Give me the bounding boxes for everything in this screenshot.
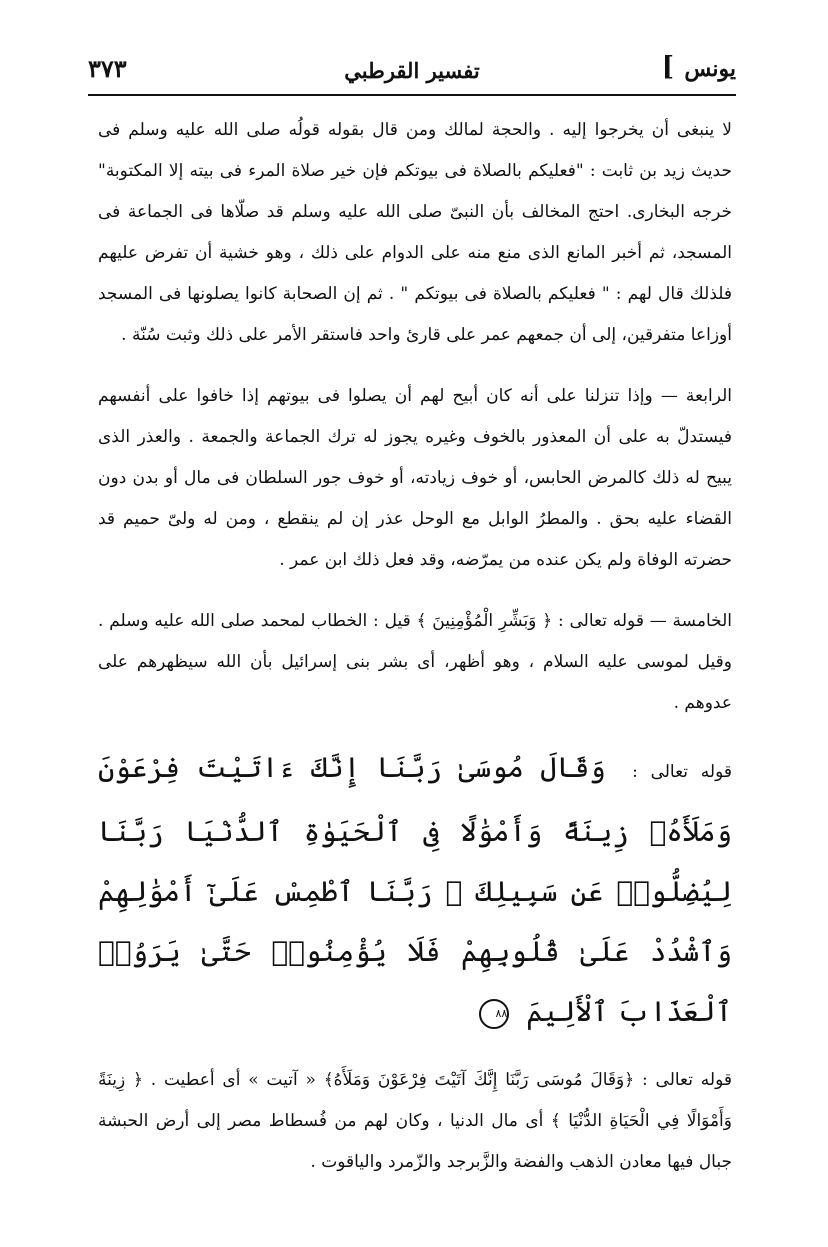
paragraph-gap xyxy=(98,356,732,376)
chapter-name: يونس xyxy=(684,56,736,82)
paragraph-verse-commentary: قوله تعالى : ﴿وَقَالَ مُوسَى رَبَّنَا إِنَّكَ آتَيْتَ فِرْعَوْنَ وَمَلَأَهُ﴾ « آتيت » أى أعطيت . ﴿ زِينَةً وَأَمْوَالًا فِي الْحَيَاةِ الدُّنْيَا ﴾ أى مال الدنيا ، وكان لهم من فُسطاط مصر إلى أرض الحبشة جبال فيها معادن الذهب والفضة والزَّبرجد والزّمرد والياقوت . xyxy=(98,1070,732,1172)
paragraph-fourth-point: الرابعة — وإذا تنزلنا على أنه كان أبيح لهم أن يصلوا فى بيوتهم إذا خافوا على أنفسهم فيستدلّ به على أن المعذور بالخوف وغيره يجوز له ترك الجماعة والجمعة . والعذر الذى يبيح له ذلك كالمرض الحابس، أو خوف زيادته، أو خوف جور السلطان فى مال أو بدن دون القضاء عليه بحق . والمطرُ الوابل مع الوحل عذر إن لم ينقطع ، ومن له ولىّ حميم قد حضرته الوفاة ولم يكن عنده من يمرّضه، وقد فعل ذلك ابن عمر . xyxy=(98,386,732,570)
paragraph-gap xyxy=(98,581,732,601)
paragraph-fifth-point: الخامسة — قوله تعالى : ﴿ وَبَشِّرِ الْمُؤْمِنِينَ ﴾ قيل : الخطاب لمحمد صلى الله عليه وسلم . وقيل لموسى عليه السلام ، وهو أظهر، أى بشر بنى إسرائيل بأن الله سيظهرهم على عدوهم . xyxy=(98,611,732,713)
verse-number-marker: ٨٨ xyxy=(479,999,509,1029)
page-number: ٣٧٣ xyxy=(88,54,127,83)
page-body xyxy=(98,110,732,1183)
verse-intro: قوله تعالى : xyxy=(632,762,732,782)
page-header xyxy=(88,48,736,96)
header-bracket: ] xyxy=(661,52,674,82)
paragraph-maliki-proof: لا ينبغى أن يخرجوا إليه . والحجة لمالك ومن قال بقوله قولُه صلى الله عليه وسلم فى حديث زيد بن ثابت : "فعليكم بالصلاة فى بيوتكم فإن خير صلاة المرء فى بيته إلا المكتوبة" خرجه البخارى. احتج المخالف بأن النبىّ صلى الله عليه وسلم قد صلّاها فى الجماعة فى المسجد، ثم أخبر المانع الذى منع منه على الدوام على ذلك ، وهو خشية أن تفرض عليهم فلذلك قال لهم : " فعليكم بالصلاة فى بيوتكم " . ثم إن الصحابة كانوا يصلونها فى المسجد أوزاعا متفرقين، إلى أن جمعهم عمر على قارئ واحد فاستقر الأمر على ذلك وثبت سُنّة . xyxy=(98,120,732,345)
quran-verse-text: وَقَالَ مُوسَىٰ رَبَّنَا إِنَّكَ ءَاتَيْتَ فِرْعَوْنَ وَمَلَأَهُۥ زِينَةً وَأَمْوَٰلًا فِى ٱلْحَيَوٰةِ ٱلدُّنْيَا رَبَّنَا لِيُضِلُّوا۟ عَن سَبِيلِكَ ۖ رَبَّنَا ٱطْمِسْ عَلَىٰٓ أَمْوَٰلِهِمْ وَٱشْدُدْ عَلَىٰ قُلُوبِهِمْ فَلَا يُؤْمِنُوا۟ حَتَّىٰ يَرَوُا۟ ٱلْعَذَابَ ٱلْأَلِيمَ xyxy=(98,751,732,1028)
book-title: تفسير القرطبي xyxy=(344,58,480,83)
quran-verse-block xyxy=(98,738,732,1042)
